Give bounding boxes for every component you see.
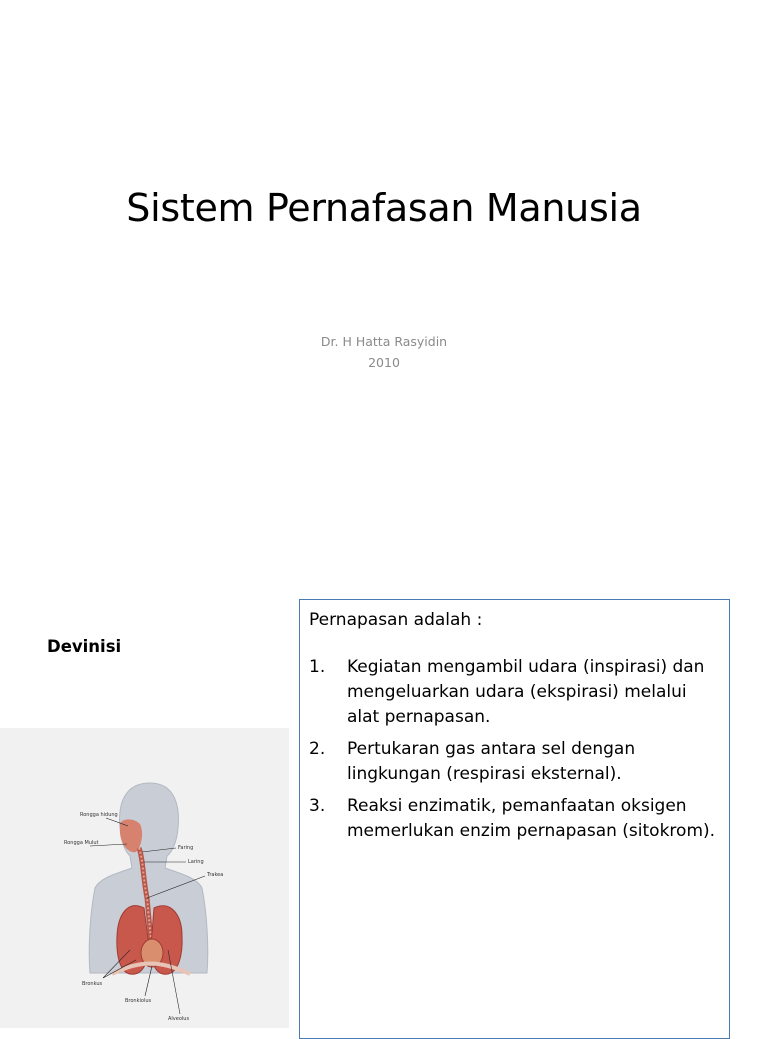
list-item-number: 2. <box>309 739 326 759</box>
slide-title: Sistem Pernafasan Manusia <box>126 186 642 230</box>
label-bronchiole: Bronkiolus <box>125 998 152 1004</box>
label-pharynx: Faring <box>178 845 194 851</box>
list-item-text: Pertukaran gas antara sel dengan lingkungan (respirasi eksternal). <box>347 739 636 784</box>
author-year: 2010 <box>368 355 400 370</box>
author-block <box>0 331 768 373</box>
list-item-number: 1. <box>309 657 326 677</box>
list-item-number: 3. <box>309 796 326 816</box>
respiratory-system-illustration <box>0 728 289 1028</box>
definition-lead: Pernapasan adalah : <box>309 610 483 630</box>
respiratory-diagram <box>0 728 289 1028</box>
list-item-text: Reaksi enzimatik, pemanfaatan oksigen memerlukan enzim pernapasan (sitokrom). <box>347 796 716 841</box>
definition-list <box>309 655 721 844</box>
label-bronchus: Bronkus <box>82 981 103 987</box>
label-nasal: Rongga hidung <box>80 812 118 818</box>
list-item <box>309 737 721 787</box>
label-oral: Rongga Mulut <box>64 840 99 846</box>
list-item-text: Kegiatan mengambil udara (inspirasi) dan mengeluarkan udara (ekspirasi) melalui alat pernapasan. <box>347 657 705 727</box>
definition-textbox <box>299 599 730 1039</box>
definition-slide <box>0 576 768 1024</box>
label-larynx: Laring <box>188 859 204 865</box>
list-item <box>309 655 721 730</box>
definition-heading: Devinisi <box>47 637 122 656</box>
author-name: Dr. H Hatta Rasyidin <box>320 334 448 349</box>
label-alveolus: Alveolus <box>168 1016 190 1022</box>
label-trachea: Trakea <box>207 872 224 878</box>
list-item <box>309 794 721 844</box>
